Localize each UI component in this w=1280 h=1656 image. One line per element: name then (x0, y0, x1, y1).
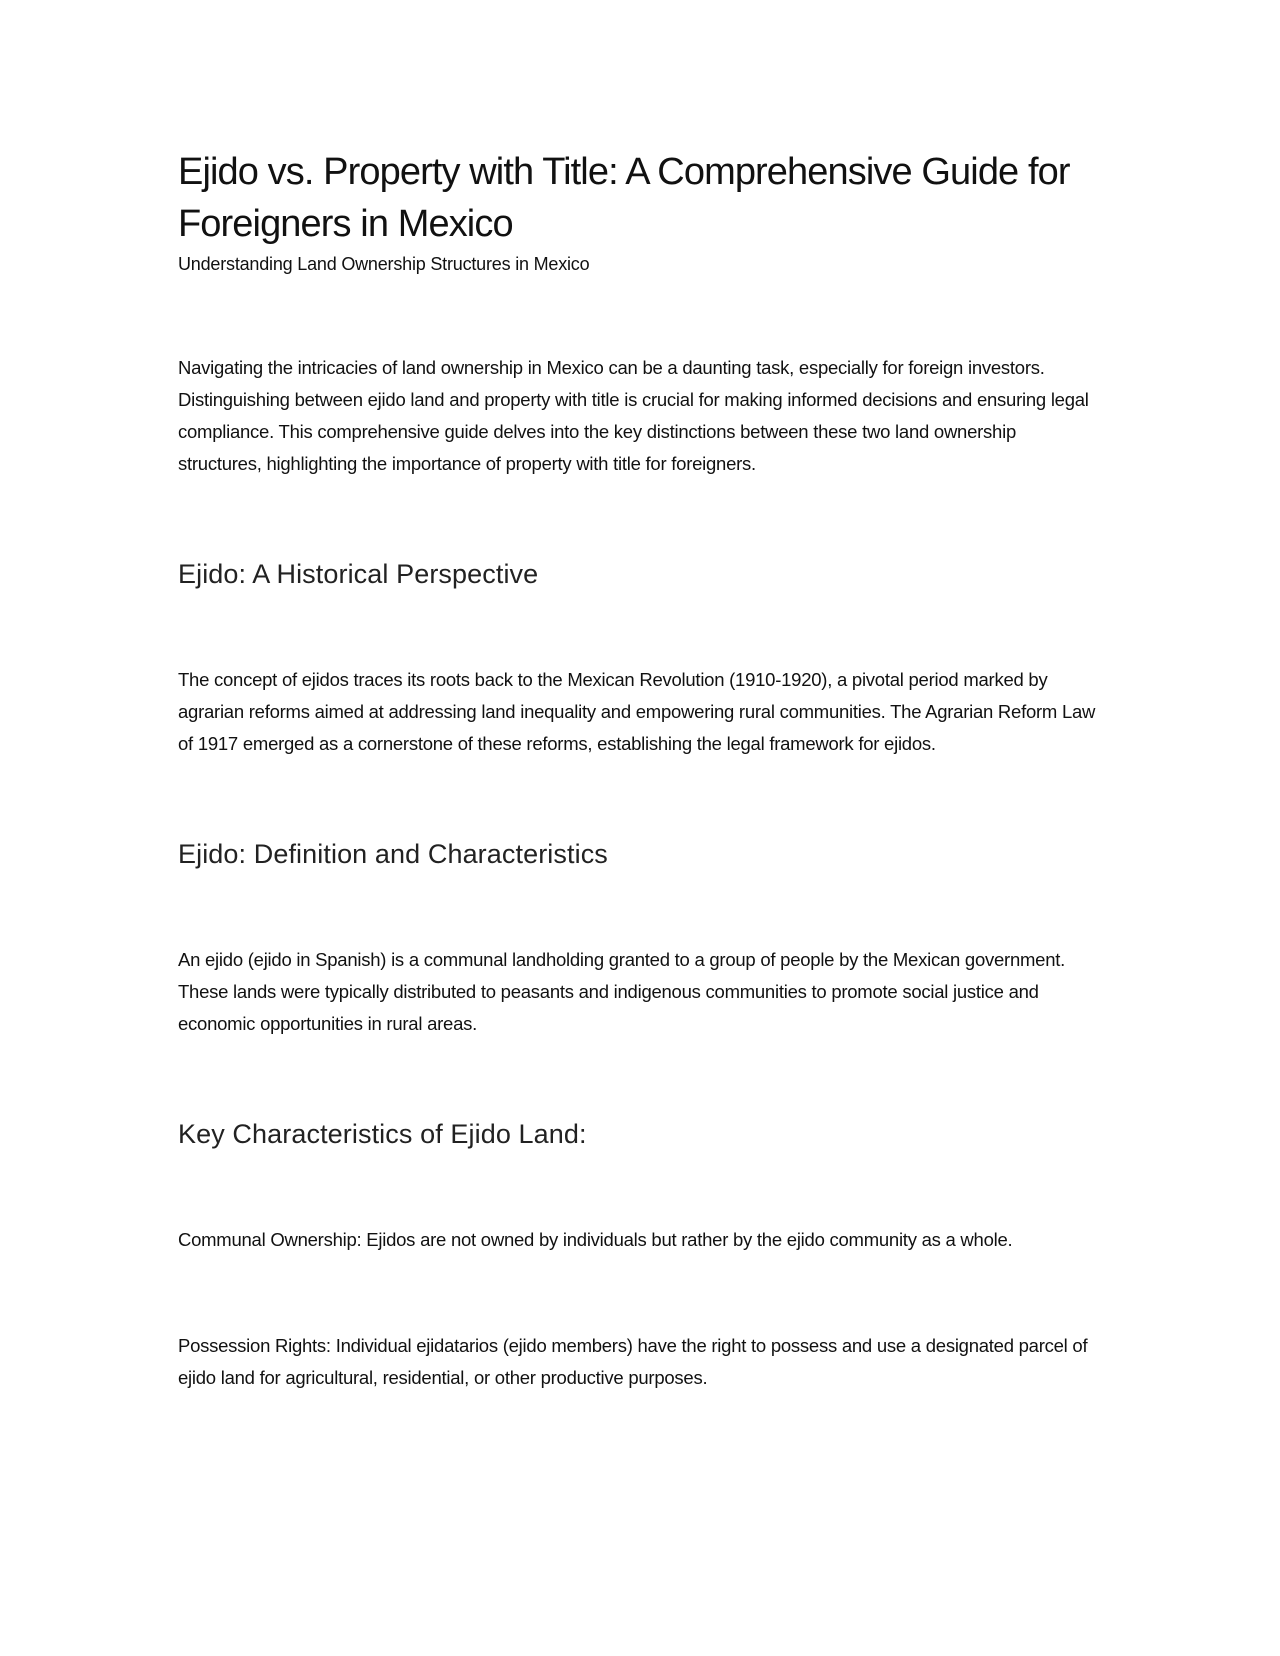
intro-paragraph: Navigating the intricacies of land ownership in Mexico can be a daunting task, especially for foreign investors. Distinguishing between ejido land and property with title is crucial for making informed decisions and ensuring legal compliance. This comprehensive guide delves into the key distinctions between these two land ownership structures, highlighting the importance of property with title for foreigners. (178, 357, 1089, 474)
characteristic-possession-rights: Possession Rights: Individual ejidatarios (ejido members) have the right to possess and use a designated parcel of ejido land for agricultural, residential, or other productive purposes. (178, 1335, 1088, 1388)
document-title: Ejido vs. Property with Title: A Comprehensive Guide for Foreigners in Mexico (178, 151, 1070, 245)
section-heading-definition: Ejido: Definition and Characteristics (178, 839, 608, 869)
section-heading-key-characteristics: Key Characteristics of Ejido Land: (178, 1119, 587, 1149)
document-content (178, 146, 1098, 1394)
characteristic-communal-ownership: Communal Ownership: Ejidos are not owned by individuals but rather by the ejido community as a whole. (178, 1229, 1013, 1250)
definition-paragraph: An ejido (ejido in Spanish) is a communal landholding granted to a group of people by the Mexican government. These lands were typically distributed to peasants and indigenous communities to promote social justice and economic opportunities in rural areas. (178, 949, 1066, 1034)
historical-perspective-paragraph: The concept of ejidos traces its roots back to the Mexican Revolution (1910-1920), a pivotal period marked by agrarian reforms aimed at addressing land inequality and empowering rural communities. The Agrarian Reform Law of 1917 emerged as a cornerstone of these reforms, establishing the legal framework for ejidos. (178, 669, 1096, 754)
document-subtitle: Understanding Land Ownership Structures in Mexico (178, 254, 590, 274)
section-heading-historical-perspective: Ejido: A Historical Perspective (178, 559, 539, 589)
